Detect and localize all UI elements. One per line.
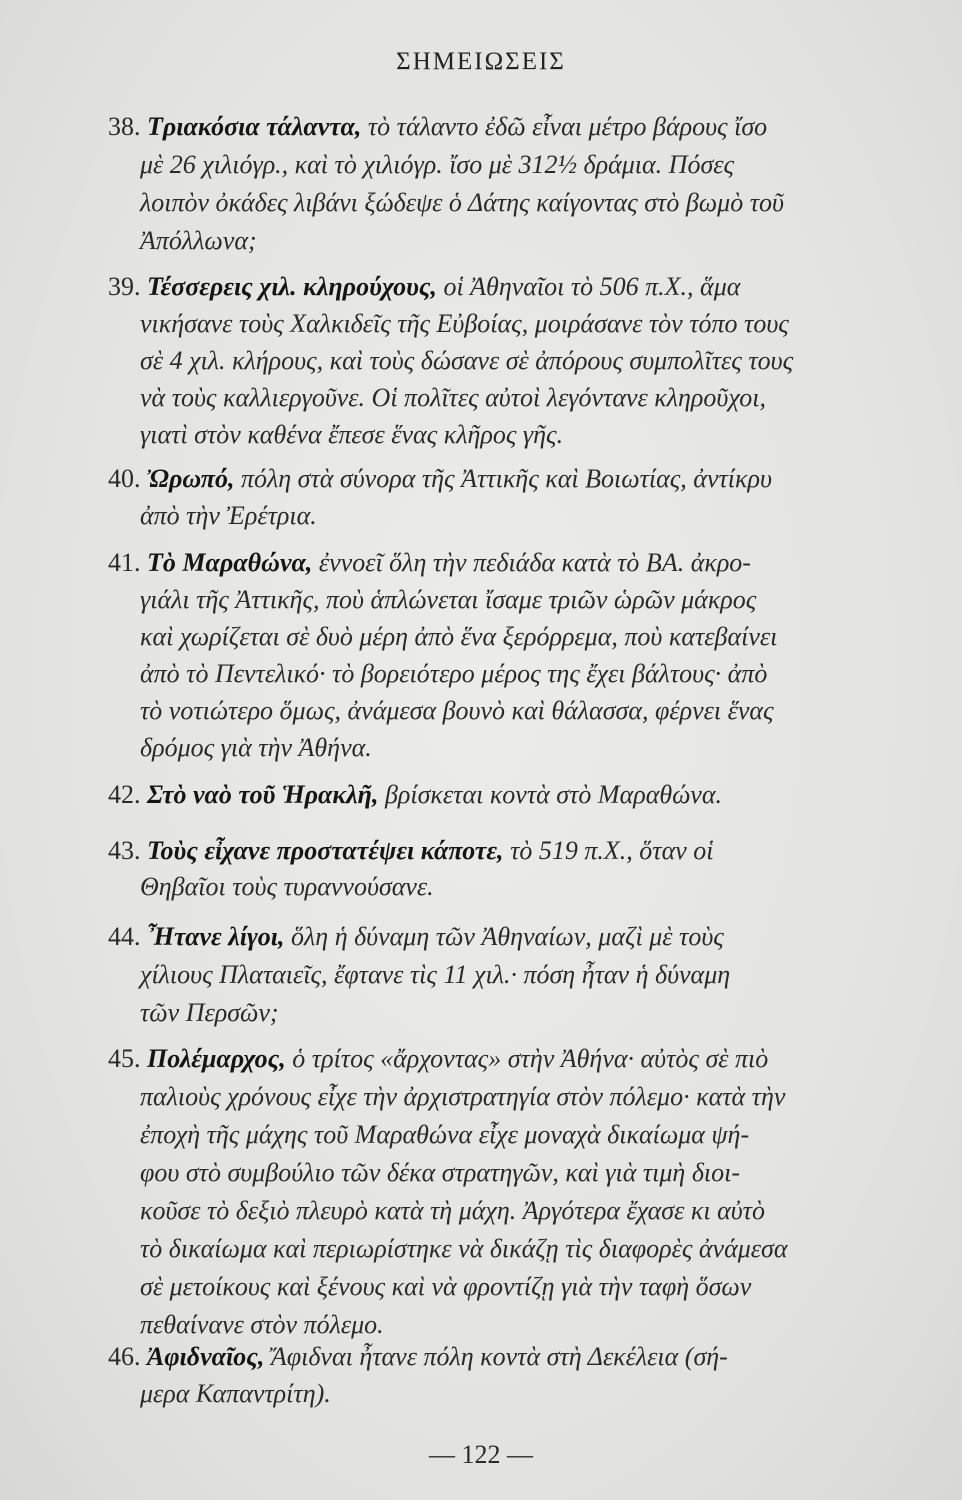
note-line: σὲ μετοίκους καὶ ξένους καὶ νὰ φροντίζῃ γιὰ τὴν ταφὴ ὅσων: [140, 1272, 752, 1301]
note-line: ἐποχὴ τῆς μάχης τοῦ Μαραθώνα εἶχε μοναχὰ δικαίωμα ψή-: [140, 1120, 750, 1149]
note-line: σὲ 4 χιλ. κλήρους, καὶ τοὺς δώσανε σὲ ἀπόρους συμπολῖτες τους: [140, 346, 794, 375]
note-line: [108, 922, 724, 952]
note-line: ἀπὸ τὸ Πεντελικό· τὸ βορειότερο μέρος της ἔχει βάλτους· ἀπὸ: [140, 659, 768, 688]
note-text: πόλη στὰ σύνορα τῆς Ἀττικῆς καὶ Βοιωτίας, ἀντίκρυ: [234, 464, 772, 493]
note-term: Τὸ Μαραθώνα,: [147, 548, 313, 577]
page-number: — 122 —: [429, 1440, 533, 1469]
note-term: Ἦτανε λίγοι,: [147, 922, 285, 951]
note-text: ἐννοεῖ ὅλη τὴν πεδιάδα κατὰ τὸ ΒΑ. ἀκρο-: [312, 548, 751, 577]
note-term: Ὠρωπό,: [147, 464, 235, 493]
note-number: 42.: [108, 780, 141, 809]
note-text: ὅλη ἡ δύναμη τῶν Ἀθηναίων, μαζὶ μὲ τοὺς: [284, 922, 724, 951]
note-line: [108, 836, 714, 866]
note-line: πεθαίνανε στὸν πόλεμο.: [140, 1310, 384, 1339]
note-line: τὸ νοτιώτερο ὅμως, ἀνάμεσα βουνὸ καὶ θάλασσα, φέρνει ἕνας: [140, 696, 774, 725]
note-text: ὁ τρίτος «ἄρχοντας» στὴν Ἀθήνα· αὐτὸς σὲ πιὸ: [285, 1044, 769, 1073]
note-line: [108, 272, 740, 302]
note-line: δρόμος γιὰ τὴν Ἀθήνα.: [140, 733, 372, 762]
note-line: νὰ τοὺς καλλιεργοῦνε. Οἱ πολῖτες αὐτοὶ λεγόντανε κληροῦχοι,: [140, 383, 766, 412]
note-line: νικήσανε τοὺς Χαλκιδεῖς τῆς Εὐβοίας, μοιράσανε τὸν τόπο τους: [140, 309, 789, 338]
note-number: 38.: [108, 112, 141, 141]
note-number: 46.: [108, 1342, 141, 1371]
note-line: ἀπὸ τὴν Ἐρέτρια.: [140, 501, 317, 530]
note-term: Τέσσερεις χιλ. κληρούχους,: [147, 272, 437, 301]
note-number: 40.: [108, 464, 141, 493]
note-line: τῶν Περσῶν;: [140, 998, 279, 1027]
note-text: οἱ Ἀθηναῖοι τὸ 506 π.Χ., ἅμα: [436, 272, 741, 301]
note-line: [108, 548, 751, 578]
note-line: μὲ 26 χιλιόγρ., καὶ τὸ χιλιόγρ. ἴσο μὲ 312½ δράμια. Πόσες: [140, 150, 735, 179]
note-number: 41.: [108, 548, 141, 577]
note-number: 39.: [108, 272, 141, 301]
note-line: παλιοὺς χρόνους εἶχε τὴν ἀρχιστρατηγία στὸν πόλεμο· κατὰ τὴν: [140, 1082, 786, 1111]
note-line: κοῦσε τὸ δεξιὸ πλευρὸ κατὰ τὴ μάχη. Ἀργότερα ἔχασε κι αὐτὸ: [140, 1196, 765, 1225]
note-line: φου στὸ συμβούλιο τῶν δέκα στρατηγῶν, καὶ γιὰ τιμὴ διοι-: [140, 1158, 741, 1187]
note-text: τὸ τάλαντο ἐδῶ εἶναι μέτρο βάρους ἴσο: [361, 112, 768, 141]
note-line: χίλιους Πλαταιεῖς, ἔφτανε τὶς 11 χιλ.· πόση ἦταν ἡ δύναμη: [140, 960, 731, 989]
note-line: [108, 464, 772, 494]
note-text: τὸ 519 π.Χ., ὅταν οἱ: [503, 836, 714, 865]
note-term: Τοὺς εἶχανε προστατέψει κάποτε,: [147, 836, 504, 865]
note-line: γιατὶ στὸν καθένα ἔπεσε ἕνας κλῆρος γῆς.: [140, 420, 564, 449]
note-term: Τριακόσια τάλαντα,: [147, 112, 362, 141]
note-term: Στὸ ναὸ τοῦ Ἡρακλῆ,: [147, 780, 379, 809]
note-line: [108, 1044, 768, 1074]
note-line: τὸ δικαίωμα καὶ περιωρίστηκε νὰ δικάζῃ τὶς διαφορὲς ἀνάμεσα: [140, 1234, 788, 1263]
note-line: γιάλι τῆς Ἀττικῆς, ποὺ ἁπλώνεται ἴσαμε τριῶν ὡρῶν μάκρος: [140, 585, 757, 614]
note-line: Θηβαῖοι τοὺς τυραννούσανε.: [140, 872, 434, 901]
note-text: Ἄφιδναι ἦτανε πόλη κοντὰ στὴ Δεκέλεια (σή-: [264, 1342, 728, 1371]
note-line: [108, 780, 722, 810]
note-line: λοιπὸν ὀκάδες λιβάνι ξώδεψε ὁ Δάτης καίγοντας στὸ βωμὸ τοῦ: [140, 188, 784, 217]
note-term: Ἀφιδναῖος,: [147, 1342, 265, 1371]
note-number: 43.: [108, 836, 141, 865]
note-number: 45.: [108, 1044, 141, 1073]
running-header: ΣΗΜΕΙΩΣΕΙΣ: [396, 48, 566, 75]
note-line: μερα Καπαντρίτη).: [140, 1379, 331, 1408]
note-line: [108, 1342, 728, 1372]
note-line: καὶ χωρίζεται σὲ δυὸ μέρη ἀπὸ ἕνα ξερόρρεμα, ποὺ κατεβαίνει: [140, 622, 778, 651]
note-term: Πολέμαρχος,: [147, 1044, 286, 1073]
note-line: Ἀπόλλωνα;: [140, 226, 257, 255]
note-text: βρίσκεται κοντὰ στὸ Μαραθώνα.: [378, 780, 722, 809]
note-number: 44.: [108, 922, 141, 951]
note-line: [108, 112, 767, 142]
